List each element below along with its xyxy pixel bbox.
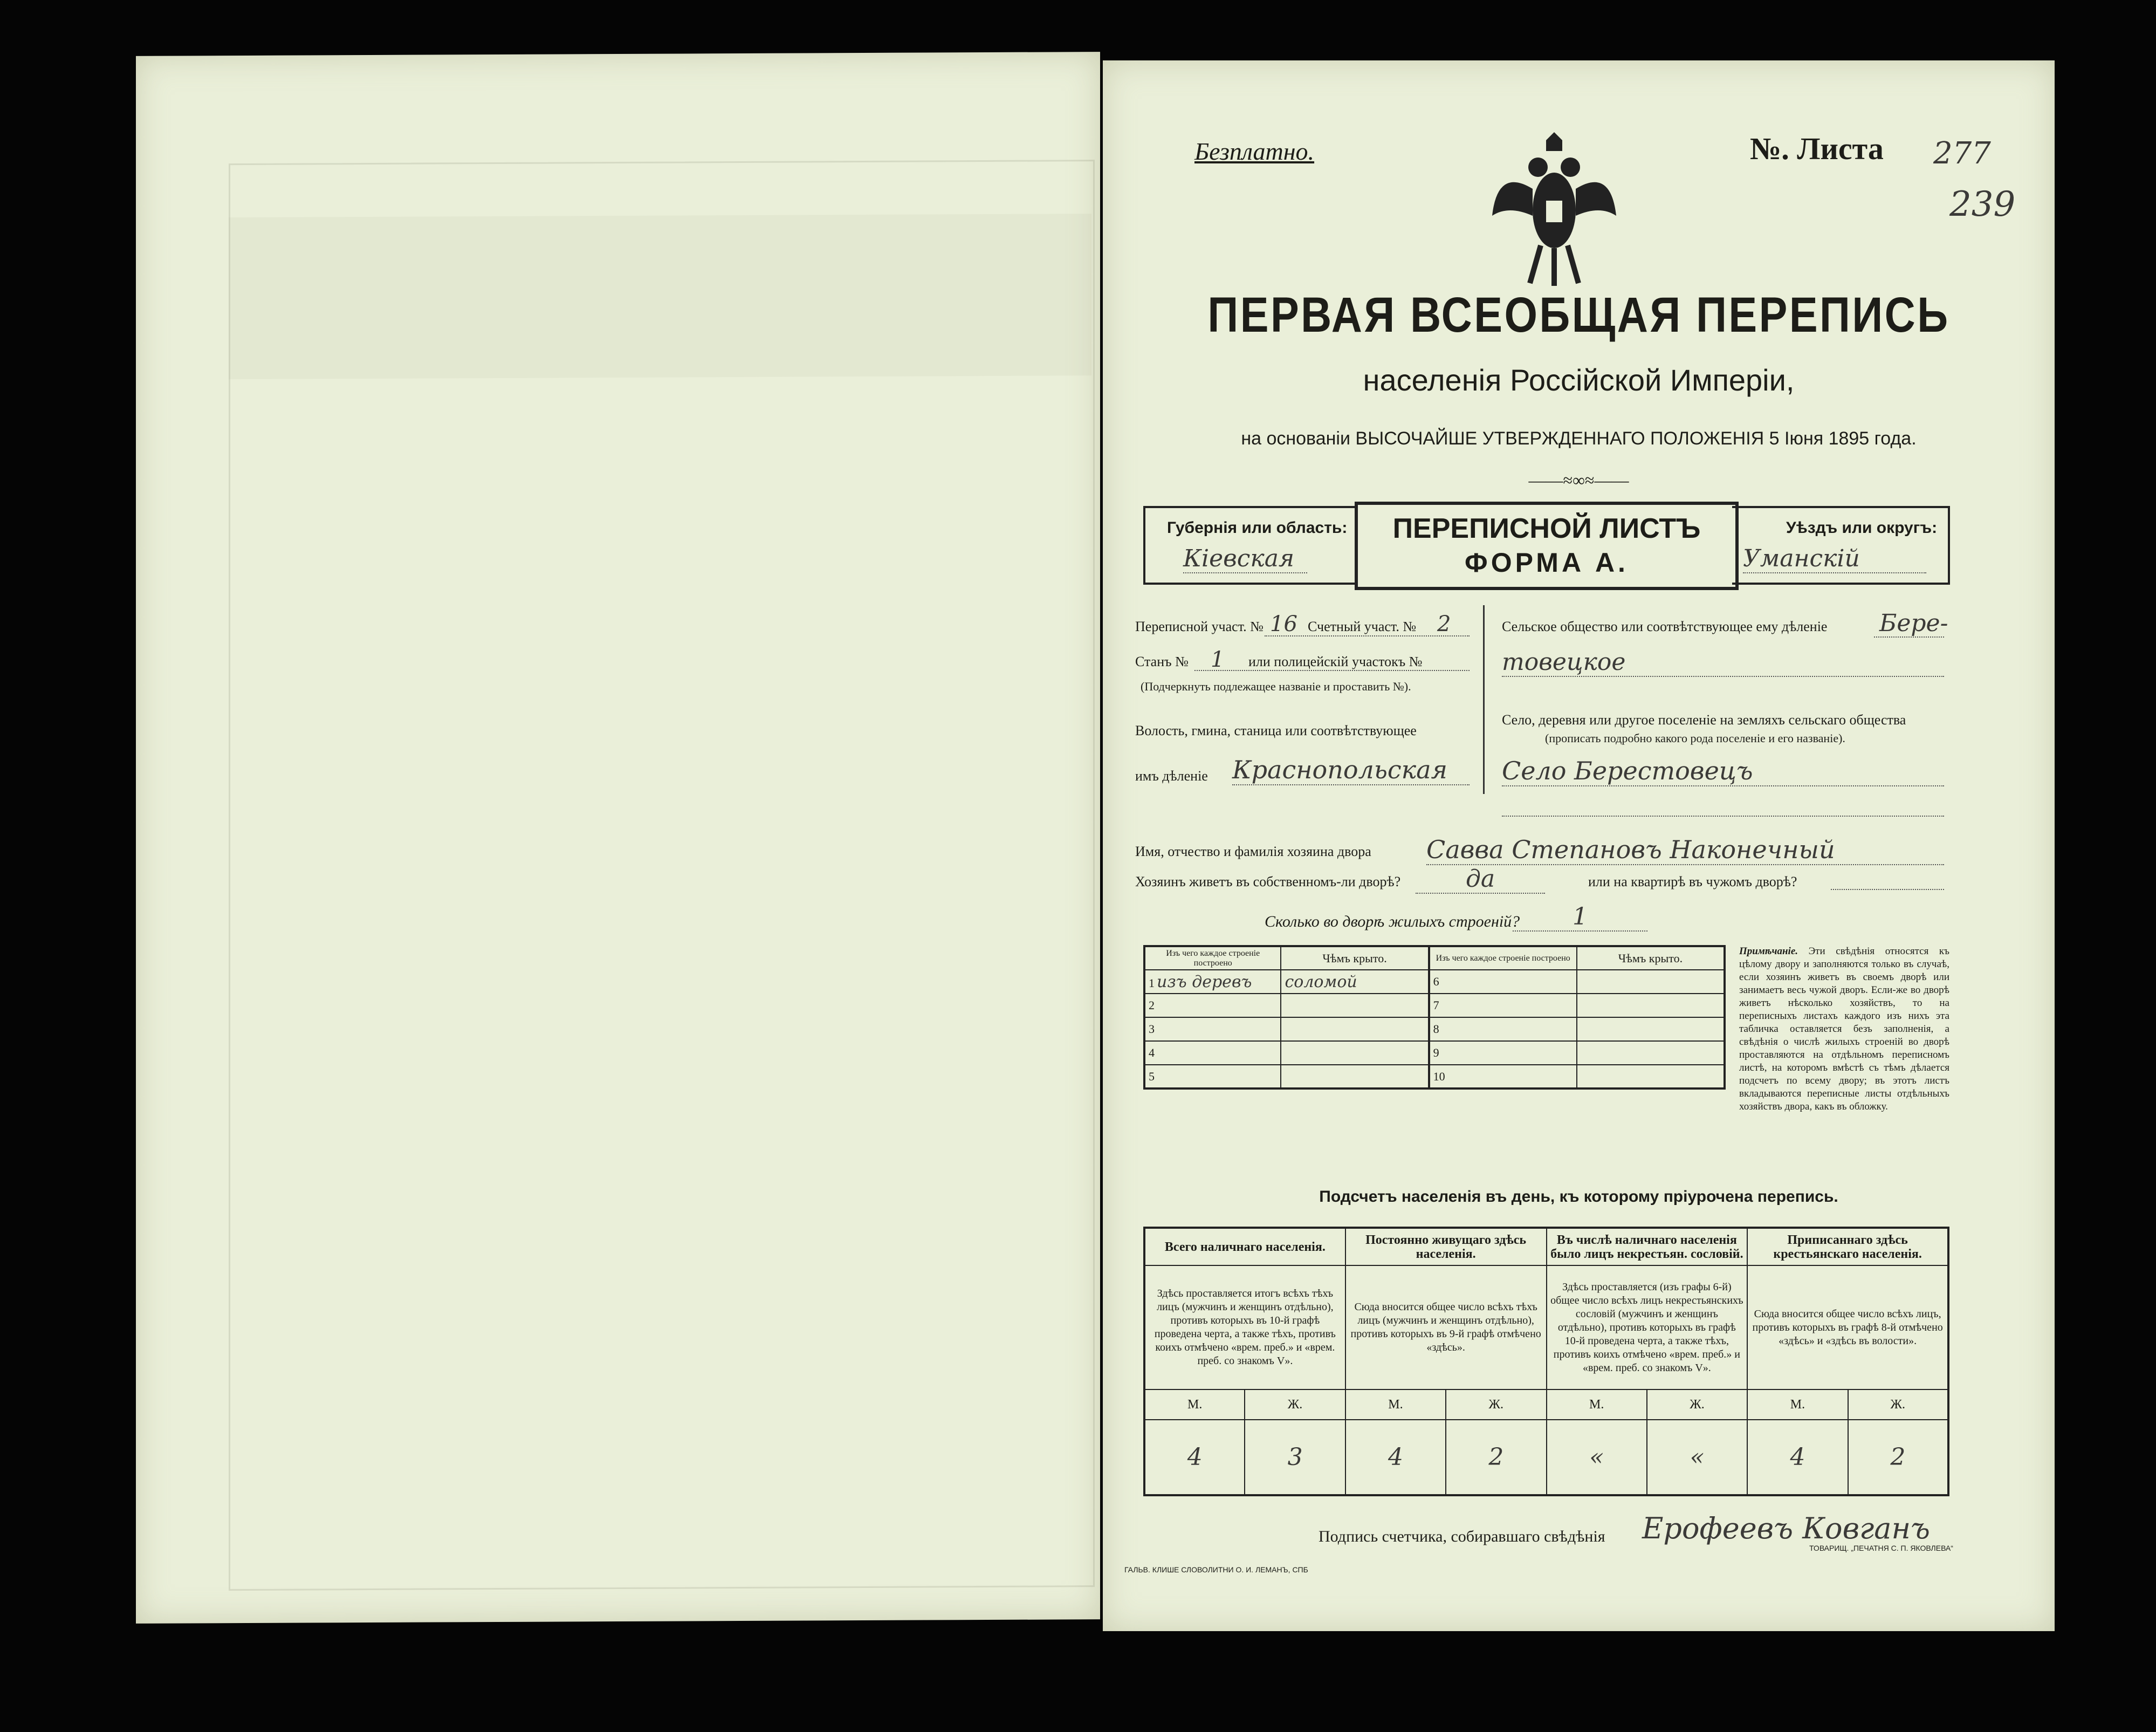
buildings-count-label: Сколько во дворѣ жилыхъ строеній? xyxy=(1265,913,1520,930)
left-blank-page xyxy=(136,52,1100,1624)
census-form-page xyxy=(1103,60,2055,1631)
buildings-table xyxy=(1143,945,1726,1090)
society-line-1 xyxy=(1874,636,1944,638)
village-label: Село, деревня или другое поселеніе на земляхъ сельскаго общества xyxy=(1502,712,1906,728)
buildings-col-roof: Чѣмъ крыто. xyxy=(1281,946,1429,970)
row-number: 7 xyxy=(1433,998,1439,1012)
pop-f-label: Ж. xyxy=(1647,1389,1747,1420)
table-row xyxy=(1144,1017,1725,1041)
pop-col-desc-permanent: Сюда вносится общее число всѣхъ тѣхъ лицъ (мужчинъ и женщинъ отдѣльно), противъ которыхъ въ 9-й графѣ отмѣчено «здѣсь». xyxy=(1345,1265,1547,1389)
signature-label: Подпись счетчика, собиравшаго свѣдѣнія xyxy=(1319,1528,1605,1545)
form-subtitle: населенія Россійской Имперіи, xyxy=(1363,363,1795,397)
owner-name-value: Савва Степановъ Наконечный xyxy=(1426,835,1944,865)
gubernia-box xyxy=(1143,506,1357,585)
row-number: 10 xyxy=(1433,1069,1445,1083)
table-row xyxy=(1144,1065,1725,1089)
show-through-band xyxy=(229,214,1091,379)
census-district-line xyxy=(1265,635,1470,636)
ornamental-divider: ――≈∞≈―― xyxy=(1528,470,1629,490)
row-number: 2 xyxy=(1149,998,1155,1012)
pop-total-m: 4 xyxy=(1144,1420,1245,1495)
pop-permanent-m: 4 xyxy=(1345,1420,1446,1495)
stan-label: Станъ № xyxy=(1135,654,1189,669)
police-district-label: или полицейскій участокъ № xyxy=(1248,654,1423,669)
free-label: Безплатно. xyxy=(1194,138,1315,165)
stan-note: (Подчеркнуть подлежащее названіе и проставить №). xyxy=(1141,680,1411,693)
note-label: Примѣчаніе. xyxy=(1739,946,1798,957)
pop-m-label: М. xyxy=(1547,1389,1647,1420)
uezd-label: Уѣздъ или округъ: xyxy=(1786,519,1938,537)
pop-f-label: Ж. xyxy=(1848,1389,1948,1420)
note-block xyxy=(1739,945,1949,1113)
pop-registered-f: 2 xyxy=(1848,1420,1948,1495)
pop-f-label: Ж. xyxy=(1245,1389,1345,1420)
pop-m-label: М. xyxy=(1747,1389,1848,1420)
uezd-value: Уманскій xyxy=(1743,545,1926,573)
pop-col-header-permanent: Постоянно живущаго здѣсь населенія. xyxy=(1345,1228,1547,1265)
stan-value: 1 xyxy=(1211,647,1225,672)
owner-name-label: Имя, отчество и фамилія хозяина двора xyxy=(1135,844,1371,859)
sheet-number-label: №. Листа xyxy=(1750,131,1884,166)
row-number: 4 xyxy=(1149,1046,1155,1059)
owner-lives-alt-label: или на квартирѣ въ чужомъ дворѣ? xyxy=(1588,874,1797,889)
sheet-number-value: 277 xyxy=(1933,136,1991,171)
building-material: изъ деревъ xyxy=(1157,972,1252,991)
village-value: Село Берестовецъ xyxy=(1502,756,1944,786)
row-number: 5 xyxy=(1149,1069,1155,1083)
building-roof: соломой xyxy=(1285,972,1357,991)
table-row xyxy=(1144,970,1725,994)
society-value-2: товецкое xyxy=(1502,648,1944,677)
pop-f-label: Ж. xyxy=(1446,1389,1546,1420)
buildings-count-value: 1 xyxy=(1513,903,1647,932)
counting-district-label: Счетный участ. № xyxy=(1308,619,1417,634)
census-district-label: Переписной участ. № xyxy=(1135,619,1264,634)
footer-left-print: ГАЛЬВ. КЛИШЕ СЛОВОЛИТНИ О. И. ЛЕМАНЪ, СПБ xyxy=(1124,1565,1308,1574)
uezd-box xyxy=(1732,506,1950,585)
village-line-2 xyxy=(1502,816,1944,817)
pop-col-desc-nonpeasant: Здѣсь проставляется (изъ графы 6-й) общее число всѣхъ лицъ некрестьянскихъ сословій (мужчинъ и женщинъ отдѣльно), противъ которыхъ въ графѣ 10-й проведена черта, а также тѣхъ, противъ коихъ отмѣчено «врем. преб.» и «врем. преб. со знакомъ V». xyxy=(1547,1265,1748,1389)
table-row xyxy=(1144,1041,1725,1065)
gubernia-value: Кіевская xyxy=(1183,545,1307,573)
pop-total-f: 3 xyxy=(1245,1420,1345,1495)
row-number: 3 xyxy=(1149,1022,1155,1036)
pop-registered-m: 4 xyxy=(1747,1420,1848,1495)
pop-permanent-f: 2 xyxy=(1446,1420,1546,1495)
pop-col-header-registered: Приписаннаго здѣсь крестьянскаго населенія. xyxy=(1747,1228,1948,1265)
population-title: Подсчетъ населенія въ день, къ которому пріурочена перепись. xyxy=(1319,1188,1838,1206)
pop-nonpeasant-m: « xyxy=(1547,1420,1647,1495)
pop-col-desc-registered: Сюда вносится общее число всѣхъ лицъ, противъ которыхъ въ графѣ 8-й отмѣчено «здѣсь» и «здѣсь въ волости». xyxy=(1747,1265,1948,1389)
form-title-box xyxy=(1355,502,1739,590)
form-title-line-1: ПЕРЕПИСНОЙ ЛИСТЪ xyxy=(1392,513,1701,544)
pop-m-label: М. xyxy=(1144,1389,1245,1420)
stan-line xyxy=(1194,670,1470,671)
volost-label-2: имъ дѣленіе xyxy=(1135,768,1208,784)
pop-col-header-total: Всего наличнаго населенія. xyxy=(1144,1228,1345,1265)
society-label: Сельское общество или соотвѣтствующее ему дѣленіе xyxy=(1502,619,1828,634)
gubernia-label: Губернія или область: xyxy=(1167,519,1348,537)
pop-col-desc-total: Здѣсь проставляется итогъ всѣхъ тѣхъ лицъ (мужчинъ и женщинъ отдѣльно), противъ которыхъ въ 10-й графѣ проведена черта, а также тѣхъ, противъ коихъ отмѣчено «врем. преб.» и «врем. преб. со знакомъ V». xyxy=(1144,1265,1345,1389)
owner-lives-alt-line xyxy=(1831,889,1944,890)
footer-right-print: ТОВАРИЩ. „ПЕЧАТНЯ С. П. ЯКОВЛЕВА“ xyxy=(1809,1544,1953,1552)
row-number: 9 xyxy=(1433,1046,1439,1059)
buildings-col-material-2: Изъ чего каждое строеніе построено xyxy=(1429,946,1577,970)
volost-value: Краснопольская xyxy=(1232,755,1470,785)
counting-district-value: 2 xyxy=(1437,612,1451,636)
sheet-extra-number: 239 xyxy=(1949,184,2016,224)
row-number: 8 xyxy=(1433,1022,1439,1036)
buildings-col-material: Изъ чего каждое строеніе построено xyxy=(1144,946,1281,970)
form-title-line-2: ФОРМА А. xyxy=(1465,547,1629,578)
pop-nonpeasant-f: « xyxy=(1647,1420,1747,1495)
pop-m-label: М. xyxy=(1345,1389,1446,1420)
row-number: 6 xyxy=(1433,975,1439,988)
form-basis: на основаніи ВЫСОЧАЙШЕ УТВЕРЖДЕННАГО ПОЛОЖЕНІЯ 5 Іюня 1895 года. xyxy=(1241,428,1917,449)
row-number: 1 xyxy=(1149,976,1155,990)
population-table xyxy=(1143,1227,1949,1496)
imperial-eagle-emblem xyxy=(1487,129,1622,291)
form-main-title: ПЕРВАЯ ВСЕОБЩАЯ ПЕРЕПИСЬ xyxy=(1207,287,1950,343)
census-district-value: 16 xyxy=(1270,612,1297,636)
village-note: (прописать подробно какого рода поселеніе и его названіе). xyxy=(1545,731,1845,745)
owner-lives-label: Хозяинъ живетъ въ собственномъ-ли дворѣ? xyxy=(1135,874,1401,889)
note-text: Эти свѣдѣнія относятся къ цѣлому двору и заполняются только въ случаѣ, если хозяинъ живетъ въ своемъ дворѣ или занимаетъ весь чужой дворъ. Если-же во дворѣ живетъ нѣсколько хозяйствъ, то на переписныхъ листахъ каждого изъ нихъ эта табличка оставляется безъ заполненія, а свѣдѣнія о числѣ жилыхъ строеній во дворѣ проставляются на отдѣльномъ переписномъ листѣ, на которомъ вмѣстѣ съ тѣмъ дѣлается подсчетъ по всему двору; въ этотъ листъ вкладываются переписные листы отдѣльныхъ хозяйствъ двора, какъ въ обложку. xyxy=(1739,946,1949,1112)
owner-lives-value: да xyxy=(1416,865,1545,894)
signature-value: Ерофеевъ Ковганъ xyxy=(1642,1511,1931,1545)
fields-divider xyxy=(1483,605,1485,794)
society-value-1: Бере- xyxy=(1879,610,1948,637)
volost-label-1: Волость, гмина, станица или соотвѣтствующее xyxy=(1135,723,1417,738)
pop-col-header-nonpeasant: Въ числѣ наличнаго населенія было лицъ некрестьян. сословій. xyxy=(1547,1228,1748,1265)
table-row xyxy=(1144,994,1725,1017)
buildings-col-roof-2: Чѣмъ крыто. xyxy=(1577,946,1725,970)
